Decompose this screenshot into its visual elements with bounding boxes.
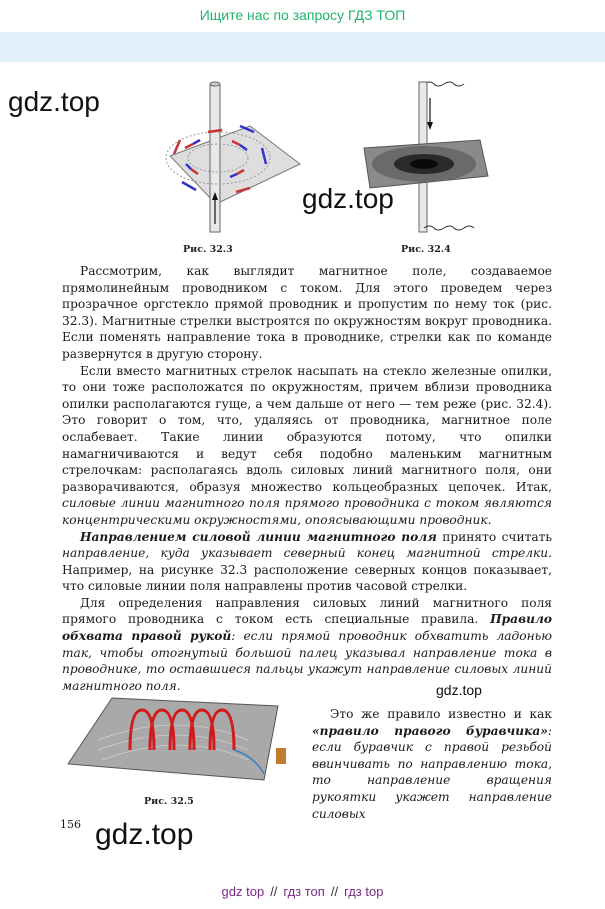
term-text: «правило правого буравчика» (312, 723, 548, 738)
paragraph: Рассмотрим, как выглядит магнитное поле, создаваемое прямолинейным проводником с током. Для этого проведем через прозрачное оргстекло прямой проводник и пропустим по нему ток (рис. 32.3). Магнитные стрелки выстроятся по окружностям вокруг проводника. Если поменять направление тока в проводнике, стрелки как по команде развернутся в другую сторону. (62, 264, 552, 361)
definition-text: направление, куда указывает северный конец магнитной стрелки. (62, 546, 552, 561)
figure-32-3 (140, 78, 310, 238)
watermark: gdz.top (436, 682, 482, 698)
definition-text: силовые линии магнитного поля прямого проводника с током являются концентрическими окружностями, опоясывающими проводник. (62, 496, 552, 527)
footer-link[interactable]: гдз топ (283, 884, 325, 899)
body-text-right (312, 706, 552, 822)
figure-32-5 (58, 690, 308, 790)
watermark: gdz.top (302, 183, 394, 214)
header-band (0, 32, 605, 62)
paragraph-text: Если вместо магнитных стрелок насыпать на стекло железные опилки, то они тоже расположатся по окружностям, причем вблизи проводника опилки располагаются гуще, а чем дальше от него — тем реже (рис. 32.4). Это говорит о том, что, удаляясь от проводника, магнитное поле ослабевает. Такие линии образуются потому, что опилки намагничиваются и ведут себя подобно маленьким магнитным стрелочкам: располагаясь вдоль силовых линий магнитного поля, они разворачиваются, образуя множество кольцеобразных цепочек. Итак, (62, 363, 552, 494)
banner-text[interactable]: Ищите нас по запросу ГДЗ ТОП (199, 7, 406, 23)
paragraph (62, 529, 552, 595)
watermark: gdz.top (95, 818, 194, 851)
body-text (62, 263, 552, 694)
paragraph-text: Для определения направления силовых линий магнитного поля прямого проводника с током есть специальные правила. (62, 595, 552, 627)
footer-links (0, 884, 605, 899)
paragraph-text: Это же правило известно и как (330, 707, 552, 721)
footer-separator: // (330, 884, 339, 899)
paragraph-text: принято считать (436, 529, 552, 544)
term-text: Направлением силовой линии магнитного поля (80, 529, 437, 544)
watermark: gdz.top (8, 86, 100, 117)
term-text: Правило обхвата правой рукой (62, 612, 552, 644)
paragraph (62, 595, 552, 695)
footer-separator: // (270, 884, 278, 899)
figure-32-4-caption: Рис. 32.4 (401, 244, 451, 255)
page-number: 156 (60, 818, 81, 831)
top-banner[interactable] (0, 0, 605, 30)
figure-32-3-caption: Рис. 32.3 (183, 244, 233, 255)
footer-link[interactable]: gdz top (221, 884, 265, 899)
footer-link[interactable]: гдз top (344, 884, 384, 899)
paragraph-text: Например, на рисунке 32.3 расположение северных концов показывает, что силовые линии поля направлены против часовой стрелки. (62, 562, 552, 594)
paragraph (312, 706, 552, 822)
definition-text: : если буравчик с правой резьбой ввинчивать по направлению тока, то направление вращения рукоятки укажет направление силовых (312, 723, 552, 821)
definition-text: : если прямой проводник обхватить ладонью так, чтобы отогнутый большой палец указывал направление тока в проводнике, то оставшиеся пальцы укажут направление силовых линий магнитного поля. (62, 629, 553, 693)
paragraph (62, 363, 552, 529)
figure-32-5-caption: Рис. 32.5 (144, 796, 194, 807)
